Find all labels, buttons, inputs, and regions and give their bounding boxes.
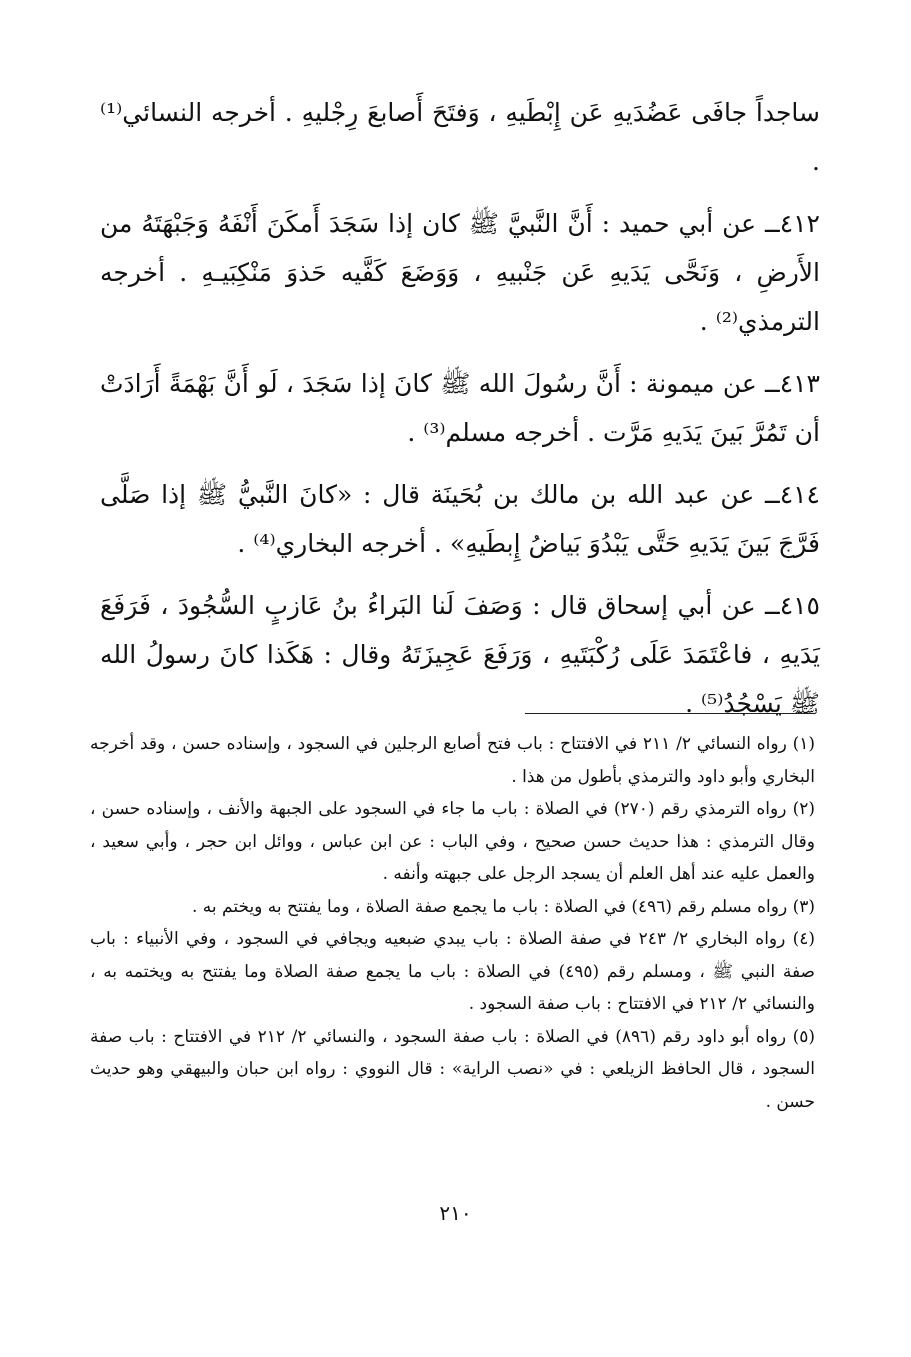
hadith-paragraph-413: ٤١٣ــ عن ميمونة : أَنَّ رسُولَ الله ﷺ كانَ إذا سَجَدَ ، لَو أَنَّ بَهْمَةً أَرَادَتْ أن تَمُرَّ بَينَ يَدَيهِ مَرَّت . أخرجه مسلم⁽³⁾ .: [100, 369, 820, 447]
hadith-paragraph-continuation: ساجداً جافَى عَضُدَيهِ عَن إِبْطَيهِ ، وَفتَحَ أَصابعَ رِجْليهِ . أخرجه النسائي⁽¹⁾ .: [100, 98, 820, 176]
footnote-5: (٥) رواه أبو داود رقم (٨٩٦) في الصلاة : باب صفة السجود ، والنسائي ٢/ ٢١٢ في الافتتاح : باب صفة السجود ، قال الحافظ الزيلعي : في «نصب الراية» : قال النووي : رواه ابن حبان والبيهقي وهو حديث حسن .: [90, 1026, 815, 1112]
hadith-paragraph-415: ٤١٥ــ عن أبي إسحاق قال : وَصَفَ لَنا البَراءُ بنُ عَازبٍ السُّجُودَ ، فَرَفَعَ يَدَيهِ ، فاعْتَمَدَ عَلَى رُكْبَتَيهِ ، وَرَفَعَ عَجِيزَتَهُ وقال : هَكَذا كانَ رسولُ الله ﷺ يَسْجُدُ⁽⁵⁾ .: [100, 591, 820, 718]
hadith-paragraph-412: ٤١٢ــ عن أبي حميد : أَنَّ النَّبيَّ ﷺ كان إذا سَجَدَ أَمكَنَ أَنْفَهُ وَجَبْهَتَهُ من الأَرضِ ، وَنَحَّى يَدَيهِ عَن جَنْبيهِ ، وَوَضَعَ كَفَّيه حَذوَ مَنْكِبَيـهِ . أخرجه الترمذي⁽²⁾ .: [100, 209, 820, 336]
hadith-paragraph-414: ٤١٤ــ عن عبد الله بن مالك بن بُحَينَة قال : «كانَ النَّبيُّ ﷺ إذا صَلَّى فَرَّجَ بَينَ يَدَيهِ حَتَّى يَبْدُوَ بَياضُ إِبطَيهِ» . أخرجه البخاري⁽⁴⁾ .: [100, 480, 820, 558]
page-number: ٢١٠: [439, 1201, 472, 1225]
footnotes: [90, 728, 815, 1118]
main-text: [100, 88, 820, 741]
footnote-divider: [525, 713, 815, 714]
footnote-3: (٣) رواه مسلم رقم (٤٩٦) في الصلاة : باب ما يجمع صفة الصلاة ، وما يفتتح به ويختم به .: [191, 896, 815, 917]
footnote-1: (١) رواه النسائي ٢/ ٢١١ في الافتتاح : باب فتح أصابع الرجلين في السجود ، وإسناده حسن ، وقد أخرجه البخاري وأبو داود والترمذي بأطول من هذا .: [90, 734, 815, 787]
footnote-4: (٤) رواه البخاري ٢/ ٢٤٣ في صفة الصلاة : باب يبدي ضبعيه ويجافي في السجود ، وفي الأنبياء : باب صفة النبي ﷺ ، ومسلم رقم (٤٩٥) في الصلاة : باب ما يجمع صفة الصلاة وما يفتتح به ويختمه به ، والنسائي ٢/ ٢١٢ في الافتتاح : باب صفة السجود .: [90, 929, 815, 1014]
footnote-2: (٢) رواه الترمذي رقم (٢٧٠) في الصلاة : باب ما جاء في السجود على الجبهة والأنف ، وإسناده حسن ، وقال الترمذي : هذا حديث حسن صحيح ، وفي الباب : عن ابن عباس ، ووائل ابن حجر ، وأبي سعيد ، والعمل عليه عند أهل العلم أن يسجد الرجل على جبهته وأنفه .: [90, 799, 815, 884]
